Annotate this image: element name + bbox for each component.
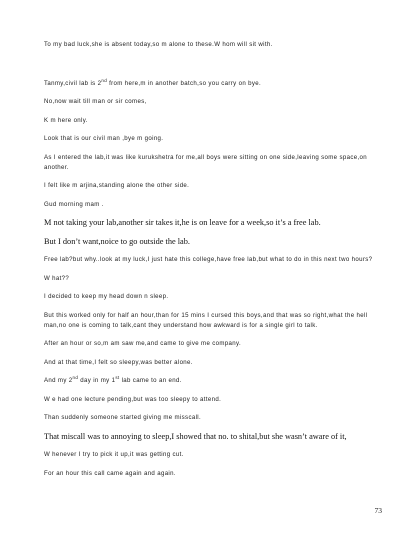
paragraph: K m here only.: [44, 116, 88, 124]
page-number: 73: [374, 506, 382, 515]
paragraph-emphasis: That miscall was to annoying to sleep,I showed that no. to shital,but she wasn’t aware of it,: [44, 431, 347, 441]
paragraph: For an hour this call came again and again.: [44, 469, 176, 477]
page-body: [44, 40, 380, 487]
paragraph: Than suddenly someone started giving me misscall.: [44, 414, 202, 421]
paragraph: I felt like m arjina,standing alone the other side.: [44, 182, 190, 189]
paragraph: And my 2nd day in my 1st lab came to an end.: [44, 374, 182, 384]
paragraph: W hat??: [44, 274, 70, 282]
paragraph: W e had one lecture pending,but was too sleepy to attend.: [44, 395, 222, 403]
paragraph: Gud morning mam .: [44, 200, 104, 208]
paragraph: And at that time,I felt so sleepy,was better alone.: [44, 358, 193, 366]
paragraph-gap: [44, 59, 380, 79]
paragraph: To my bad luck,she is absent today,so m alone to these.W hom will sit with.: [44, 41, 273, 48]
paragraph: After an hour or so,m am saw me,and came to give me company.: [44, 340, 242, 347]
paragraph: As I entered the lab,it was like kurukshetra for me,all boys were sitting on one side,leaving some space,on another.: [44, 153, 367, 171]
paragraph: I decided to keep my head down n sleep.: [44, 293, 169, 300]
paragraph: No,now wait till man or sir comes,: [44, 98, 147, 105]
paragraph: But this worked only for half an hour,than for 15 mins I cursed this boys,and that was so right,what the hell man,no one is coming to talk,cant they understand how awkward is for a single girl to talk.: [44, 311, 368, 329]
paragraph: Free lab?but why..look at my luck,I just hate this college,have free lab,but what to do in this next two hours?: [44, 256, 373, 263]
paragraph-emphasis: M not taking your lab,another sir takes it,he is on leave for a week,so it’s a free lab.: [44, 218, 321, 227]
paragraph: W henever I try to pick it up,it was getting cut.: [44, 451, 184, 458]
paragraph: Tanmy,civil lab is 2nd from here,m in another batch,so you carry on bye.: [44, 77, 262, 87]
paragraph: Look that is our civil man ,bye m going.: [44, 135, 164, 142]
paragraph-emphasis: But I don’t want,noice to go outside the lab.: [44, 236, 190, 246]
